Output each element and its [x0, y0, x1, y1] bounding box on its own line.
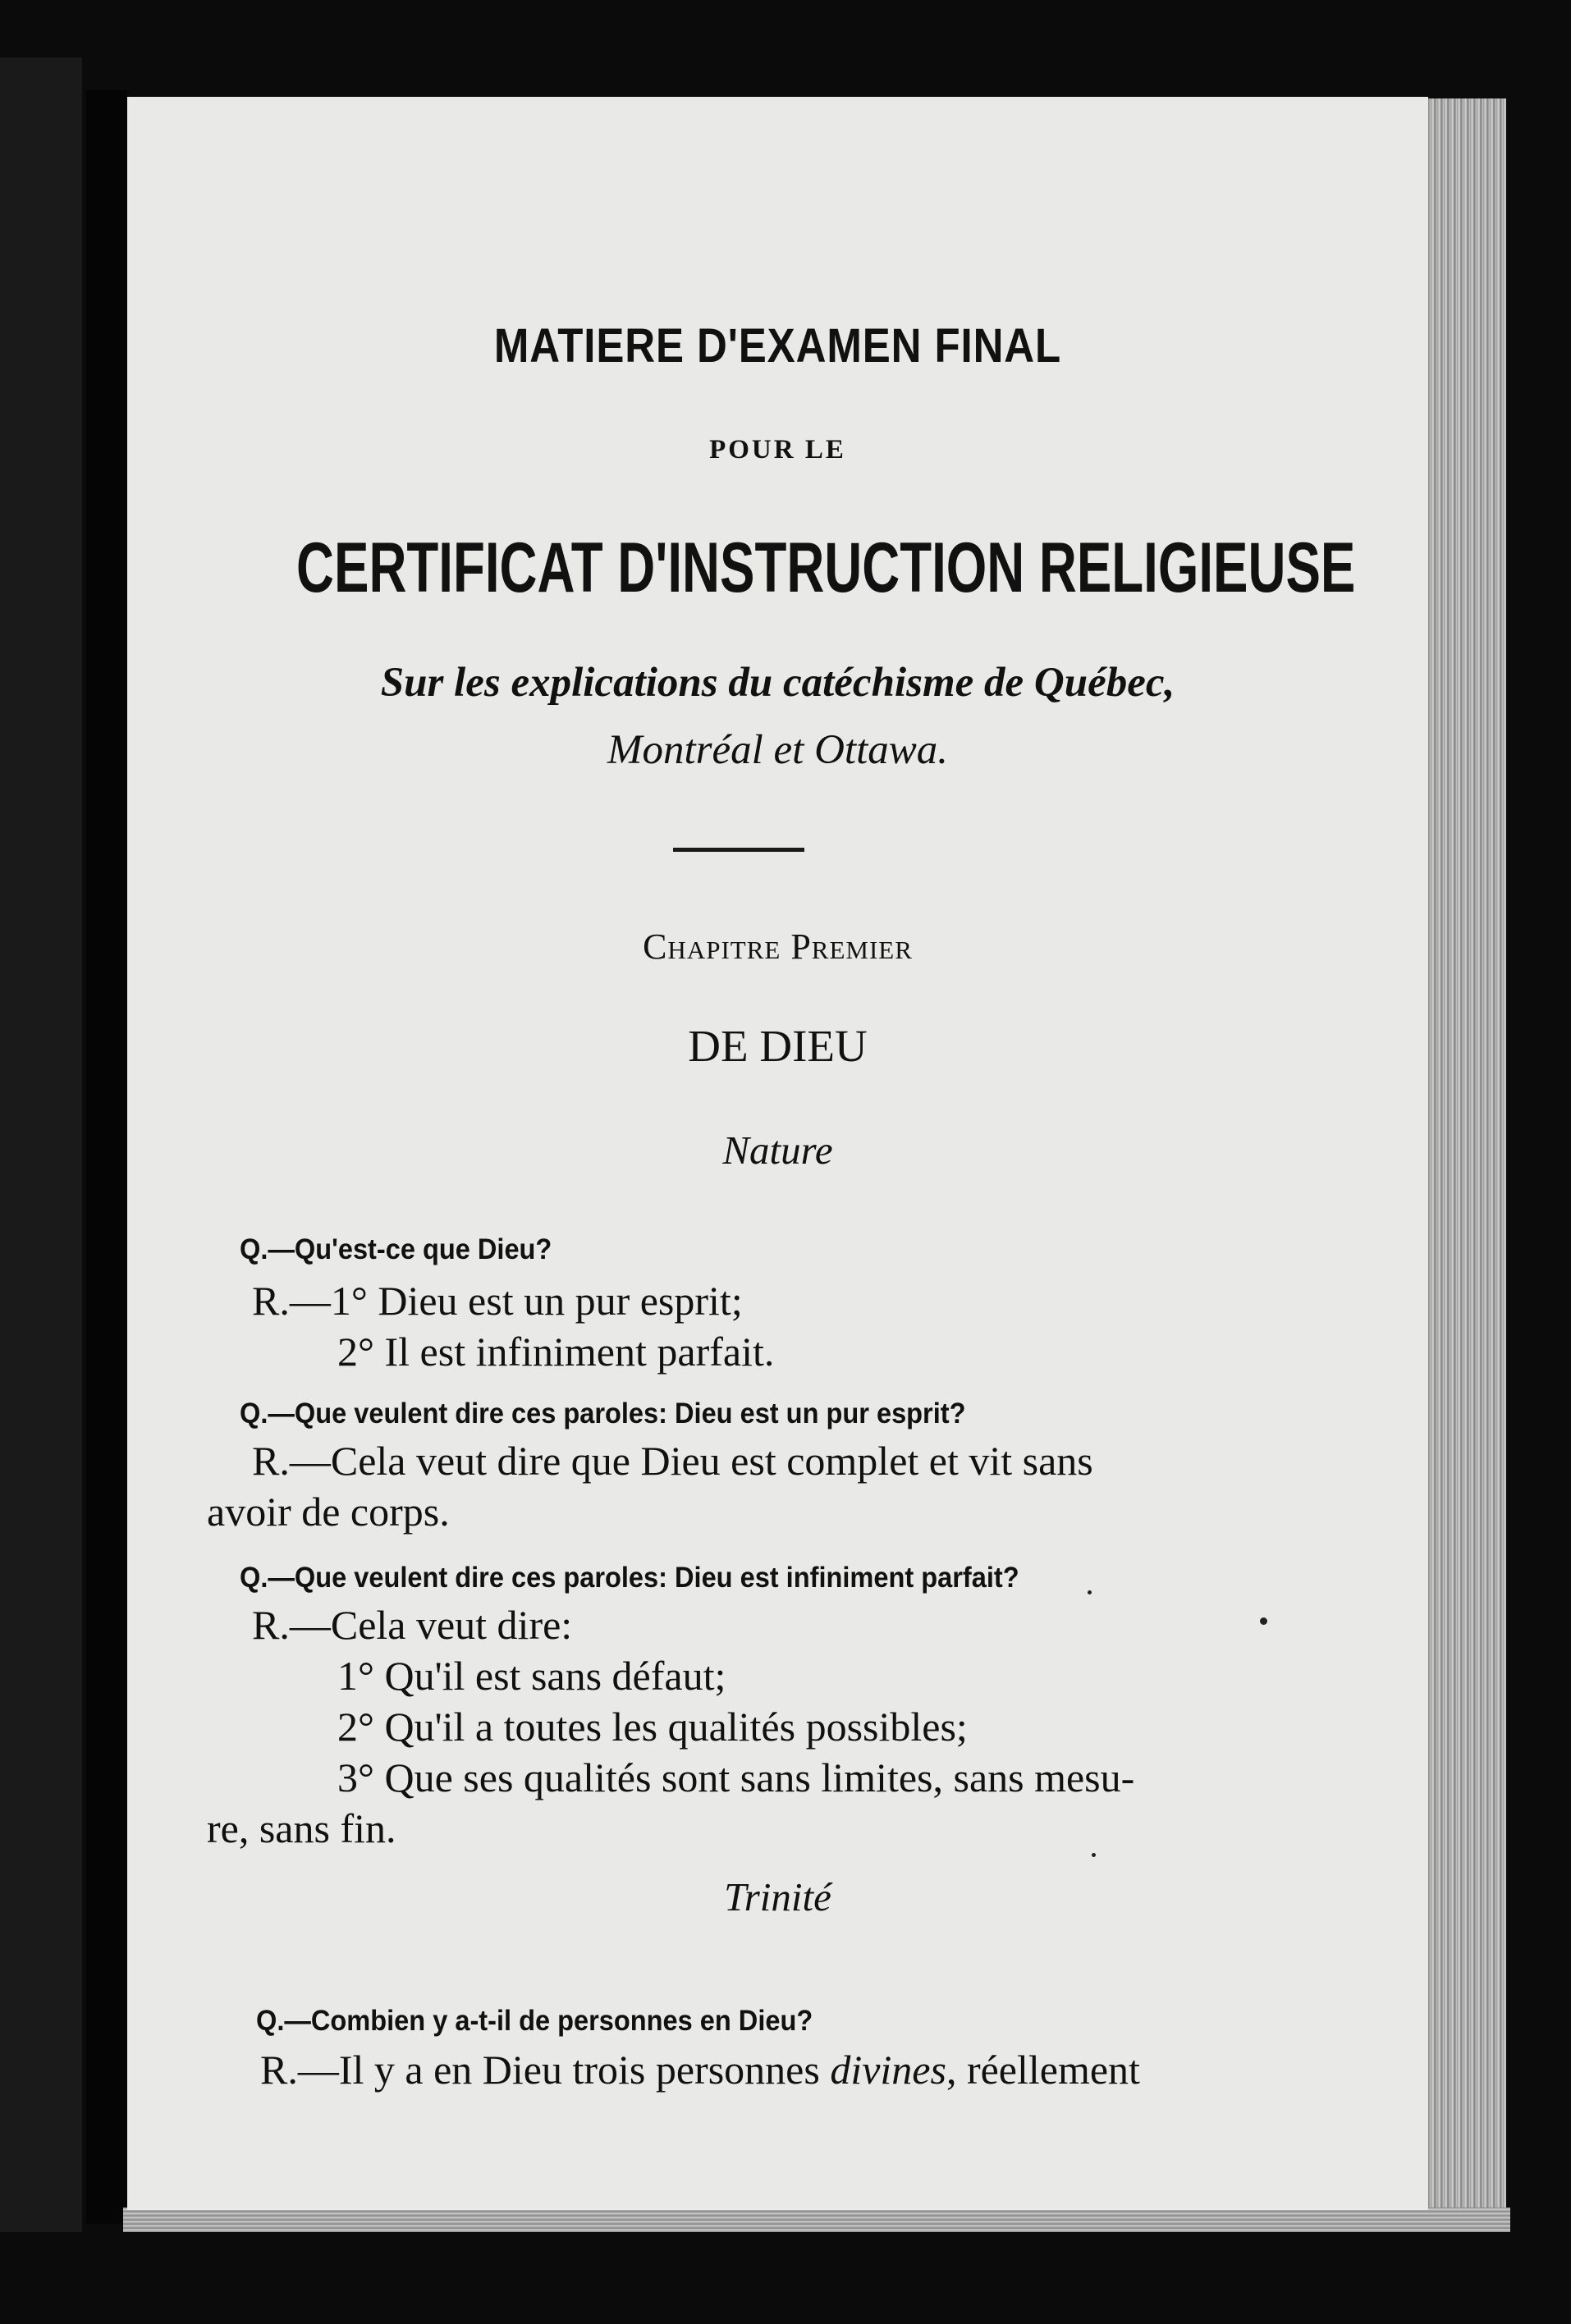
answer-3-line-5: re, sans fin. [207, 1805, 396, 1851]
question-2: Q.—Que veulent dire ces paroles: Dieu est un pur esprit? [240, 1398, 966, 1430]
answer-3-line-2: 1° Qu'il est sans défaut; [337, 1653, 726, 1699]
subtitle-line-2: Montréal et Ottawa. [607, 727, 949, 773]
question-1: Q.—Qu'est-ce que Dieu? [240, 1233, 552, 1265]
title-pour-le: POUR LE [709, 435, 846, 464]
title-examen-final: MATIERE D'EXAMEN FINAL [493, 319, 1062, 373]
page-stack-edge [1424, 98, 1506, 2224]
answer-2-line-2: avoir de corps. [207, 1489, 450, 1535]
subtitle-line-1: Sur les explications du catéchisme de Québec, [380, 660, 1175, 706]
answer-2-line-1: R.—Cela veut dire que Dieu est complet et vit sans [252, 1438, 1093, 1484]
section-heading-nature: Nature [722, 1128, 833, 1173]
book-page [127, 97, 1428, 2210]
chapter-title: DE DIEU [688, 1021, 868, 1071]
answer-4-text-end: , réellement [946, 2047, 1140, 2093]
scan-speck [1260, 1617, 1267, 1625]
question-4: Q.—Combien y a-t-il de personnes en Dieu? [256, 2005, 813, 2037]
chapter-label: Chapitre Premier [643, 926, 913, 967]
divider-rule [673, 848, 804, 852]
answer-4-italic-divines: divines [830, 2047, 946, 2093]
book-binding [86, 90, 127, 2224]
facing-page-edge [0, 57, 82, 2232]
answer-3-line-4: 3° Que ses qualités sont sans limites, sans mesu- [337, 1754, 1135, 1800]
answer-4-text-start: R.—Il y a en Dieu trois personnes [260, 2047, 831, 2093]
scan-speck [1088, 1590, 1092, 1594]
scan-speck [1092, 1853, 1096, 1857]
answer-4-line-1 [260, 2046, 1140, 2093]
answer-3-line-3: 2° Qu'il a toutes les qualités possibles; [337, 1704, 968, 1750]
answer-3-line-1: R.—Cela veut dire: [252, 1602, 573, 1648]
answer-1-line-2: 2° Il est infiniment parfait. [337, 1329, 775, 1375]
bottom-page-edge [123, 2207, 1510, 2232]
section-heading-trinite: Trinité [724, 1874, 831, 1919]
title-certificat: CERTIFICAT D'INSTRUCTION RELIGIEUSE [296, 528, 1356, 607]
question-3: Q.—Que veulent dire ces paroles: Dieu est infiniment parfait? [240, 1562, 1019, 1594]
answer-1-line-1: R.—1° Dieu est un pur esprit; [252, 1278, 743, 1324]
